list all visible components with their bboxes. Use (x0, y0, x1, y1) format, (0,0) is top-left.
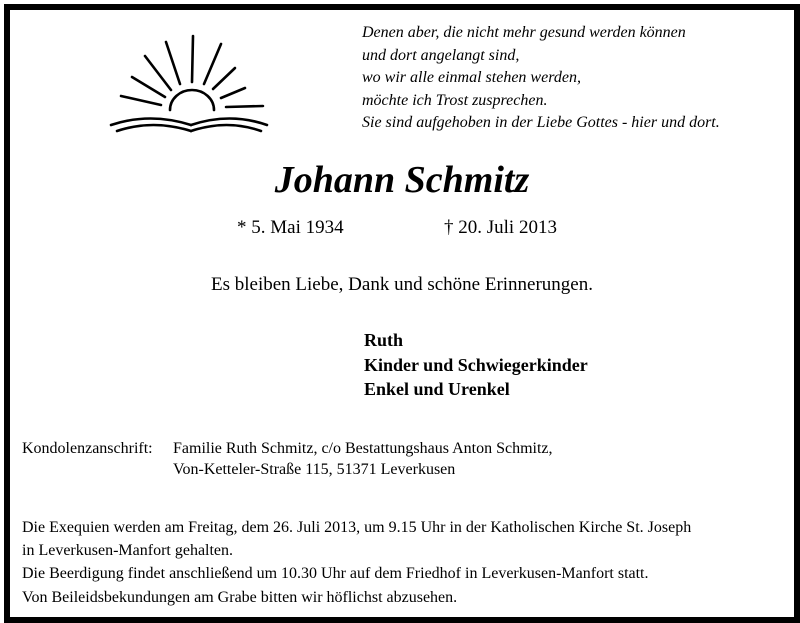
condolence-line: Von-Ketteler-Straße 115, 51371 Leverkusen (173, 461, 456, 478)
service-line: Die Exequien werden am Freitag, dem 26. Juli 2013, um 9.15 Uhr in der Katholischen Kirche St. Joseph (22, 519, 692, 536)
obituary-notice (4, 4, 800, 623)
condolence-line: Familie Ruth Schmitz, c/o Bestattungshaus Anton Schmitz, (173, 440, 553, 457)
deceased-name: Johann Schmitz (274, 159, 530, 201)
service-line: Die Beerdigung findet anschließend um 10.30 Uhr auf dem Friedhof in Leverkusen-Manfort statt. (22, 565, 649, 582)
poem-line: möchte ich Trost zusprechen. (362, 91, 548, 109)
service-info (22, 516, 691, 610)
mourners-list (364, 328, 588, 402)
service-line: Von Beileidsbekundungen am Grabe bitten wir höflichst abzusehen. (22, 589, 458, 606)
birth-date: * 5. Mai 1934 (237, 217, 344, 238)
death-date: † 20. Juli 2013 (444, 217, 557, 238)
condolence-label: Kondolenzanschrift: (22, 440, 153, 457)
mourner-item: Enkel und Urenkel (364, 379, 510, 399)
poem-quote (362, 22, 782, 135)
memories-text: Es bleiben Liebe, Dank und schöne Erinnerungen. (211, 274, 593, 295)
poem-line: und dort angelangt sind, (362, 46, 520, 64)
poem-line: Denen aber, die nicht mehr gesund werden können (362, 24, 686, 41)
service-line: in Leverkusen-Manfort gehalten. (22, 542, 234, 559)
condolence-address (22, 438, 553, 480)
poem-line: Sie sind aufgehoben in der Liebe Gottes - hier und dort. (362, 114, 720, 131)
mourner-item: Ruth (364, 330, 404, 350)
poem-line: wo wir alle einmal stehen werden, (362, 69, 581, 86)
mourner-item: Kinder und Schwiegerkinder (364, 354, 588, 375)
sunrise-icon (105, 32, 275, 142)
